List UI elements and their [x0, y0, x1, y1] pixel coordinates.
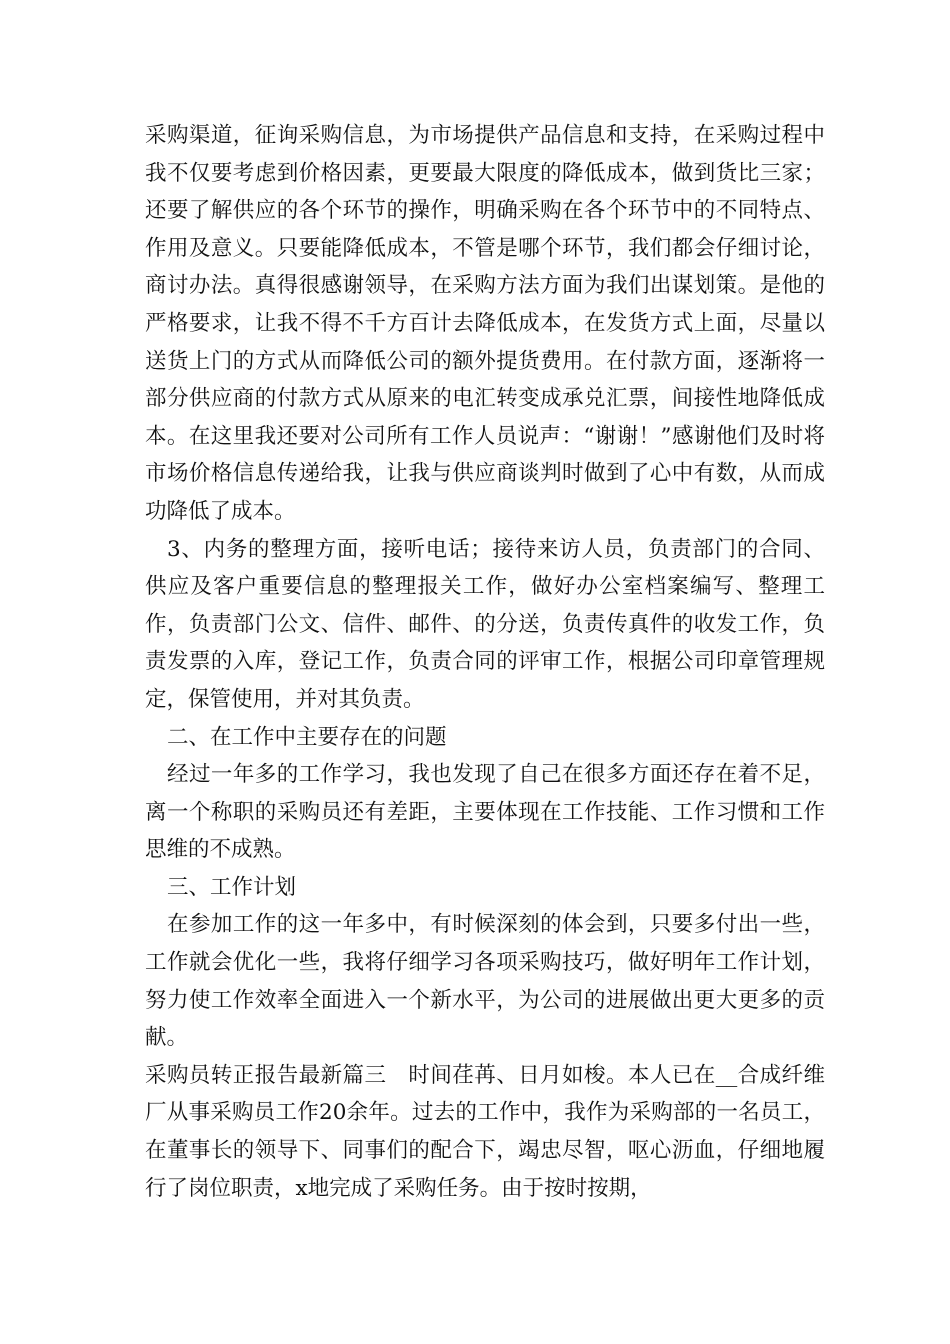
paragraph-report-part-three: 采购员转正报告最新篇三 时间荏苒、日月如梭。本人已在__合成纤维厂从事采购员工作20余年。过去的工作中，我作为采购部的一名员工，在董事长的领导下、同事们的配合下，竭忠尽智，呕心沥血，仔细地履行了岗位职责，x地完成了采购任务。由于按时按期， [145, 1062, 825, 1201]
heading-existing-problems: 二、在工作中主要存在的问题 [167, 724, 447, 750]
document-body [145, 117, 825, 1207]
paragraph-internal-affairs: 3、内务的整理方面，接听电话；接待来访人员，负责部门的合同、供应及客户重要信息的整理报关工作，做好办公室档案编写、整理工作，负责部门公文、信件、邮件、的分送，负责传真件的收发工作，负责发票的入库，登记工作，负责合同的评审工作，根据公司印章管理规定，保管使用，并对其负责。 [145, 536, 825, 712]
paragraph-procurement-cost: 采购渠道，征询采购信息，为市场提供产品信息和支持，在采购过程中我不仅要考虑到价格因素，更要最大限度的降低成本，做到货比三家；还要了解供应的各个环节的操作，明确采购在各个环节中的不同特点、作用及意义。只要能降低成本，不管是哪个环节，我们都会仔细讨论，商讨办法。真得很感谢领导，在采购方法方面为我们出谋划策。是他的严格要求，让我不得不千方百计去降低成本，在发货方式上面，尽量以送货上门的方式从而降低公司的额外提货费用。在付款方面，逐渐将一部分供应商的付款方式从原来的电汇转变成承兑汇票，间接性地降低成本。在这里我还要对公司所有工作人员说声：“谢谢！”感谢他们及时将市场价格信息传递给我，让我与供应商谈判时做到了心中有数，从而成功降低了成本。 [145, 123, 825, 524]
heading-work-plan: 三、工作计划 [167, 874, 297, 900]
paragraph-problems: 经过一年多的工作学习，我也发现了自己在很多方面还存在着不足，离一个称职的采购员还有差距，主要体现在工作技能、工作习惯和工作思维的不成熟。 [145, 762, 825, 863]
paragraph-work-plan: 在参加工作的这一年多中，有时候深刻的体会到，只要多付出一些，工作就会优化一些，我将仔细学习各项采购技巧，做好明年工作计划，努力使工作效率全面进入一个新水平，为公司的进展做出更大更多的贡献。 [145, 912, 825, 1051]
